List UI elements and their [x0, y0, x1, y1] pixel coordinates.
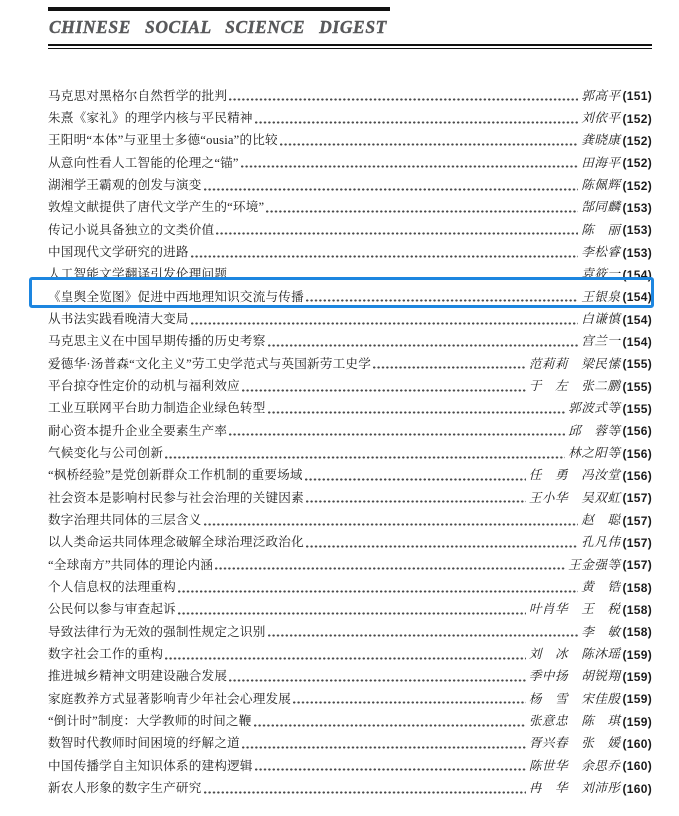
- dot-leader: [216, 232, 578, 235]
- entry-page-number: (158): [622, 580, 652, 595]
- dot-leader: [204, 523, 579, 526]
- entry-authors: 袁筱一: [581, 267, 621, 282]
- dot-leader: [178, 612, 526, 615]
- dot-leader: [306, 545, 578, 548]
- toc-list: [48, 84, 652, 799]
- toc-entry: [48, 352, 652, 374]
- dot-leader: [229, 679, 526, 682]
- entry-authors: 王金强等: [568, 557, 621, 572]
- entry-title: 《皇舆全览图》促进中西地理知识交流与传播: [48, 289, 304, 304]
- toc-entry: [48, 84, 652, 106]
- entry-authors: 杨 雪 宋佳殷: [528, 691, 621, 706]
- entry-title: 爱德华·汤普森“文化主义”劳工史学范式与英国新劳工史学: [48, 356, 372, 371]
- entry-title: 数字治理共同体的三层含义: [48, 512, 202, 527]
- entry-authors: 郭波式等: [568, 401, 621, 416]
- dot-leader: [229, 277, 578, 280]
- entry-authors: 冉 华 刘沛彤: [528, 780, 621, 795]
- entry-authors: 李 敏: [581, 624, 621, 639]
- entry-authors: 范莉莉 梁民愫: [528, 356, 621, 371]
- entry-page-number: (153): [622, 200, 652, 215]
- toc-entry: [48, 151, 652, 173]
- entry-title: 从书法实践看晚清大变局: [48, 312, 189, 327]
- toc-entry: [48, 709, 652, 731]
- entry-authors: 李松睿: [581, 245, 621, 260]
- entry-title: 个人信息权的法理重构: [48, 579, 176, 594]
- toc-entry: [48, 307, 652, 329]
- dot-leader: [191, 255, 578, 258]
- entry-title: 耐心资本提升企业全要素生产率: [48, 423, 228, 438]
- entry-title: 传记小说具备独立的文类价值: [48, 222, 215, 237]
- dot-leader: [229, 98, 578, 101]
- dot-leader: [268, 411, 566, 414]
- entry-page-number: (155): [622, 357, 652, 372]
- entry-page-number: (152): [622, 156, 652, 171]
- dot-leader: [242, 389, 526, 392]
- entry-authors: 孔凡伟: [581, 535, 621, 550]
- entry-authors: 郜同麟: [581, 200, 621, 215]
- entry-authors: 刘 冰 陈沐瑶: [528, 646, 621, 661]
- dot-leader: [242, 746, 526, 749]
- entry-title: 敦煌文献提供了唐代文学产生的“环境”: [48, 200, 265, 215]
- toc-entry: [48, 575, 652, 597]
- entry-title: 家庭教养方式显著影响青少年社会心理发展: [48, 691, 292, 706]
- toc-entry: [48, 553, 652, 575]
- entry-title: 湖湘学王霸观的创发与演变: [48, 178, 202, 193]
- toc-entry: [48, 129, 652, 151]
- dot-leader: [229, 433, 565, 436]
- entry-title: 王阳明“本体”与亚里士多德“ousia”的比较: [48, 133, 278, 148]
- entry-page-number: (156): [622, 424, 652, 439]
- entry-page-number: (158): [622, 625, 652, 640]
- entry-page-number: (152): [622, 178, 652, 193]
- entry-authors: 陈世华 余思乔: [528, 758, 621, 773]
- entry-title: 数字社会工作的重构: [48, 646, 164, 661]
- toc-entry: [48, 642, 652, 664]
- toc-entry: [48, 620, 652, 642]
- entry-title: 中国现代文学研究的进路: [48, 245, 189, 260]
- toc-entry: [48, 776, 652, 798]
- dot-leader: [204, 791, 526, 794]
- toc-entry: [48, 263, 652, 285]
- dot-leader: [165, 657, 526, 660]
- dot-leader: [305, 478, 526, 481]
- entry-authors: 白谦慎: [581, 312, 621, 327]
- entry-page-number: (152): [622, 111, 652, 126]
- dot-leader: [204, 188, 579, 191]
- dot-leader: [373, 366, 526, 369]
- toc-entry: [48, 732, 652, 754]
- entry-page-number: (153): [622, 245, 652, 260]
- entry-page-number: (157): [622, 558, 652, 573]
- entry-title: “全球南方”共同体的理论内涵: [48, 557, 214, 572]
- dot-leader: [215, 567, 565, 570]
- entry-authors: 于 左 张二鹏: [528, 379, 621, 393]
- dot-leader: [293, 701, 526, 704]
- entry-authors: 赵 聪: [581, 512, 621, 527]
- entry-page-number: (159): [622, 647, 652, 662]
- entry-title: 数智时代教师时间困境的纾解之道: [48, 736, 240, 751]
- entry-page-number: (154): [622, 312, 652, 327]
- entry-page-number: (154): [622, 290, 652, 305]
- dot-leader: [165, 456, 565, 459]
- dot-leader: [254, 724, 526, 727]
- journal-title: CHINESE SOCIAL SCIENCE DIGEST: [49, 17, 387, 37]
- toc-entry: [48, 218, 652, 240]
- dot-leader: [266, 210, 578, 213]
- toc-entry: [48, 196, 652, 218]
- entry-authors: 胥兴春 张 媛: [528, 736, 621, 751]
- entry-page-number: (151): [622, 89, 652, 104]
- entry-page-number: (160): [622, 736, 652, 751]
- toc-entry: [48, 441, 652, 463]
- entry-authors: 陈佩辉: [581, 178, 621, 193]
- toc-entry: [48, 285, 652, 307]
- entry-title: 平台掠夺性定价的动机与福利效应: [48, 379, 240, 393]
- entry-title: 气候变化与公司创新: [48, 445, 164, 460]
- entry-page-number: (159): [622, 714, 652, 729]
- toc-entry: [48, 754, 652, 776]
- dot-leader: [255, 768, 526, 771]
- entry-title: 导致法律行为无效的强制性规定之识别: [48, 624, 266, 639]
- toc-entry: [48, 687, 652, 709]
- entry-page-number: (159): [622, 692, 652, 707]
- entry-page-number: (160): [622, 781, 652, 796]
- entry-title: 以人类命运共同体理念破解全球治理泛政治化: [48, 535, 304, 550]
- entry-page-number: (157): [622, 491, 652, 506]
- entry-authors: 季中扬 胡锐翔: [528, 669, 621, 684]
- toc-entry: [48, 665, 652, 687]
- toc-entry: [48, 397, 652, 419]
- dot-leader: [268, 344, 579, 347]
- toc-entry: [48, 330, 652, 352]
- entry-authors: 郭高平: [581, 88, 621, 103]
- entry-title: 社会资本是影响村民参与社会治理的关键因素: [48, 490, 304, 505]
- entry-authors: 邱 蓉等: [568, 423, 621, 438]
- top-rule: [48, 7, 390, 11]
- dot-leader: [241, 165, 579, 168]
- entry-authors: 黄 锆: [581, 579, 621, 594]
- entry-authors: 陈 丽: [581, 222, 621, 237]
- entry-authors: 张意忠 陈 琪: [528, 713, 621, 728]
- entry-title: 推进城乡精神文明建设融合发展: [48, 669, 228, 684]
- entry-title: 马克思对黑格尔自然哲学的批判: [48, 88, 228, 103]
- entry-title: 公民何以参与审查起诉: [48, 602, 176, 617]
- entry-page-number: (157): [622, 535, 652, 550]
- entry-title: 马克思主义在中国早期传播的历史考察: [48, 334, 266, 349]
- toc-entry: [48, 486, 652, 508]
- entry-title: “倒计时”制度：大学教师的时间之鞭: [48, 713, 252, 728]
- entry-page-number: (158): [622, 602, 652, 617]
- entry-authors: 任 勇 冯汝堂: [528, 468, 621, 483]
- entry-title: 工业互联网平台助力制造企业绿色转型: [48, 401, 266, 416]
- entry-page-number: (156): [622, 468, 652, 483]
- toc-entry: [48, 106, 652, 128]
- entry-authors: 王小华 吴双虹: [528, 490, 621, 505]
- entry-authors: 林之阳等: [568, 445, 621, 460]
- entry-page-number: (152): [622, 133, 652, 148]
- toc-entry: [48, 508, 652, 530]
- entry-title: 从意向性看人工智能的伦理之“锚”: [48, 155, 239, 170]
- entry-page-number: (157): [622, 513, 652, 528]
- entry-page-number: (159): [622, 669, 652, 684]
- entry-title: 新农人形象的数字生产研究: [48, 780, 202, 795]
- entry-page-number: (155): [622, 379, 652, 394]
- entry-page-number: (160): [622, 759, 652, 774]
- entry-page-number: (156): [622, 446, 652, 461]
- entry-title: 朱熹《家礼》的理学内核与平民精神: [48, 111, 253, 126]
- dot-leader: [255, 121, 579, 124]
- toc-entry: [48, 531, 652, 553]
- toc-entry: [48, 173, 652, 195]
- entry-authors: 叶肖华 王 税: [528, 602, 621, 617]
- dot-leader: [178, 590, 578, 593]
- entry-authors: 刘依平: [581, 111, 621, 126]
- entry-page-number: (154): [622, 334, 652, 349]
- entry-authors: 田海平: [581, 155, 621, 170]
- entry-authors: 龚晓康: [581, 133, 621, 148]
- entry-title: 人工智能文学翻译引发伦理问题: [48, 267, 228, 282]
- dot-leader: [268, 634, 579, 637]
- toc-entry: [48, 374, 652, 396]
- entry-title: “枫桥经验”是党创新群众工作机制的重要场域: [48, 468, 303, 483]
- entry-authors: 宫兰一: [581, 334, 621, 349]
- dot-leader: [306, 500, 526, 503]
- toc-entry: [48, 419, 652, 441]
- entry-authors: 王银泉: [581, 289, 621, 304]
- entry-page-number: (153): [622, 223, 652, 238]
- double-rule: [48, 44, 652, 49]
- entry-page-number: (154): [622, 267, 652, 282]
- toc-entry: [48, 598, 652, 620]
- entry-title: 中国传播学自主知识体系的建构逻辑: [48, 758, 253, 773]
- toc-entry: [48, 240, 652, 262]
- dot-leader: [306, 299, 578, 302]
- dot-leader: [280, 143, 578, 146]
- dot-leader: [191, 322, 578, 325]
- toc-entry: [48, 464, 652, 486]
- masthead-header: [48, 7, 652, 49]
- entry-page-number: (155): [622, 401, 652, 416]
